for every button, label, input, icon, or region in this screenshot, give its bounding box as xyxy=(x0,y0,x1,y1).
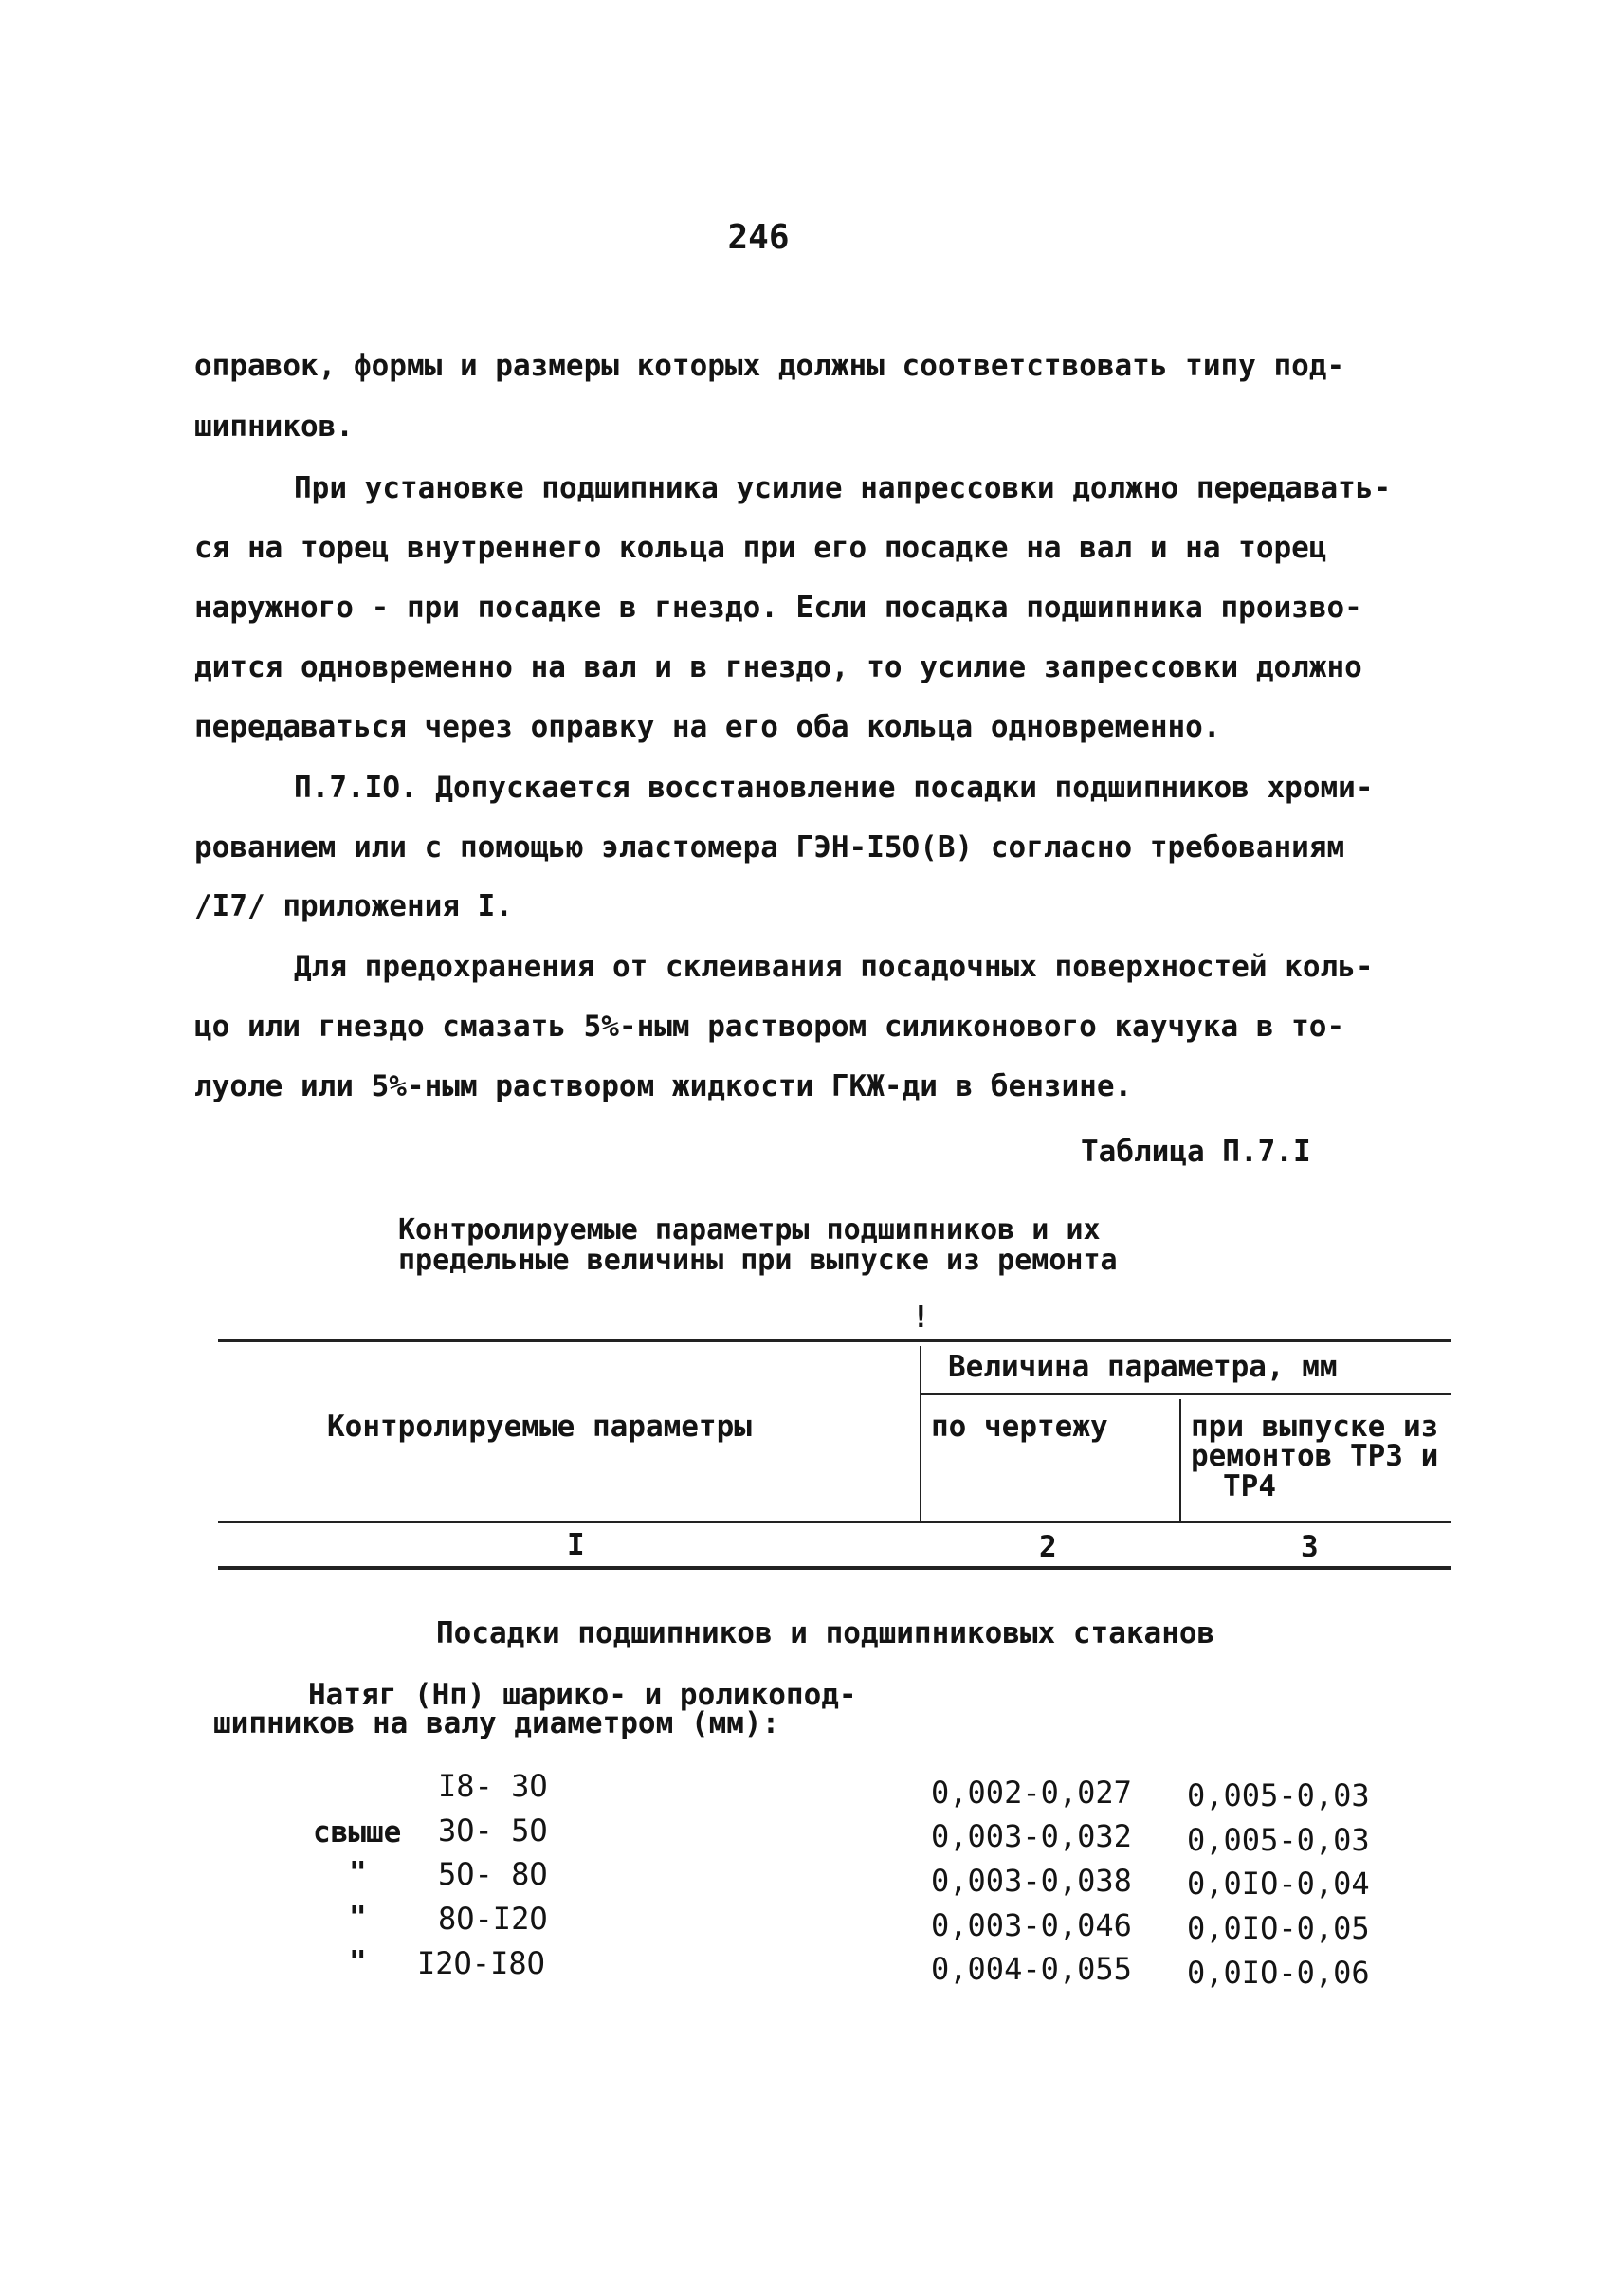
header-at-release-line-2: ремонтов ТР3 и xyxy=(1191,1439,1439,1473)
column-number-2: 2 xyxy=(1039,1530,1057,1564)
table-vertical-rule-2 xyxy=(1179,1399,1181,1522)
subsection-line-1: Натяг (Нп) шарико- и роликопод- xyxy=(308,1678,857,1712)
table-title-line-2: предельные величины при выпуске из ремонта xyxy=(398,1244,1118,1277)
row-value-drawing: 0,003-0,038 xyxy=(931,1863,1132,1899)
section-title: Посадки подшипников и подшипниковых стаканов xyxy=(436,1616,1215,1650)
table-bottom-rule xyxy=(218,1566,1451,1570)
row-value-repair: 0,005-0,03 xyxy=(1187,1822,1370,1858)
row-range: 5O- 8O xyxy=(438,1856,548,1892)
paragraph-4-line-2: цо или гнездо смазать 5%-ным раствором силиконового каучука в то- xyxy=(194,1010,1345,1044)
paragraph-1-line-1: оправок, формы и размеры которых должны соответствовать типу под- xyxy=(194,349,1345,383)
row-value-repair: 0,0IO-0,04 xyxy=(1187,1866,1370,1902)
table-header-rule xyxy=(218,1521,1451,1523)
table-vertical-rule-1 xyxy=(920,1346,921,1522)
row-value-repair: 0,0IO-0,05 xyxy=(1187,1910,1370,1946)
row-value-drawing: 0,002-0,027 xyxy=(931,1775,1132,1811)
paragraph-4-line-1: Для предохранения от склеивания посадочных поверхностей коль- xyxy=(294,950,1374,984)
row-value-drawing: 0,003-0,032 xyxy=(931,1818,1132,1854)
header-at-release-line-1: при выпуске из xyxy=(1191,1410,1439,1444)
column-number-1: I xyxy=(567,1528,585,1562)
paragraph-3-line-2: рованием или с помощью эластомера ГЭН-I5O(B) согласно требованиям xyxy=(194,830,1345,865)
row-prefix: " xyxy=(349,1856,367,1890)
row-value-drawing: 0,004-0,055 xyxy=(931,1951,1132,1987)
row-value-repair: 0,005-0,03 xyxy=(1187,1777,1370,1813)
paragraph-2-line-5: передаваться через оправку на его оба кольца одновременно. xyxy=(194,710,1221,744)
column-number-3: 3 xyxy=(1301,1530,1319,1564)
paragraph-1-line-2: шипников. xyxy=(194,410,354,444)
paragraph-3-line-1: П.7.IO. Допускается восстановление посадки подшипников хроми- xyxy=(294,771,1374,805)
page-number: 246 xyxy=(727,218,790,257)
header-parameter-value: Величина параметра, мм xyxy=(948,1350,1338,1384)
row-range: 3O- 5O xyxy=(438,1812,548,1849)
table-title-line-1: Контролируемые параметры подшипников и их xyxy=(398,1213,1101,1247)
paragraph-2-line-3: наружного - при посадке в гнездо. Если посадка подшипника произво- xyxy=(194,591,1362,625)
paragraph-2-line-2: ся на торец внутреннего кольца при его посадке на вал и на торец xyxy=(194,531,1327,565)
paragraph-3-line-3: /I7/ приложения I. xyxy=(194,889,513,923)
paragraph-2-line-1: При установке подшипника усилие напрессовки должно передавать- xyxy=(294,471,1392,505)
paragraph-2-line-4: дится одновременно на вал и в гнездо, то усилие запрессовки должно xyxy=(194,650,1362,684)
row-range: I2O-I8O xyxy=(417,1945,545,1981)
row-prefix: " xyxy=(349,1901,367,1935)
header-controlled-parameters: Контролируемые параметры xyxy=(327,1410,752,1444)
row-range: 8O-I2O xyxy=(438,1901,548,1937)
table-label: Таблица П.7.I xyxy=(1081,1135,1311,1169)
paragraph-4-line-3: луоле или 5%-ным раствором жидкости ГКЖ-ди в бензине. xyxy=(194,1069,1133,1103)
row-prefix: " xyxy=(349,1945,367,1979)
row-value-drawing: 0,003-0,046 xyxy=(931,1907,1132,1943)
header-at-release-line-3: ТР4 xyxy=(1223,1469,1276,1503)
row-range: I8- 3O xyxy=(438,1768,548,1804)
subsection-line-2: шипников на валу диаметром (мм): xyxy=(213,1706,780,1740)
row-prefix: свыше xyxy=(313,1815,402,1849)
table-top-rule xyxy=(218,1339,1451,1342)
header-by-drawing: по чертежу xyxy=(931,1410,1108,1444)
row-value-repair: 0,0IO-0,06 xyxy=(1187,1955,1370,1991)
table-group-rule xyxy=(920,1393,1451,1395)
table-tick-mark: ! xyxy=(912,1301,930,1335)
